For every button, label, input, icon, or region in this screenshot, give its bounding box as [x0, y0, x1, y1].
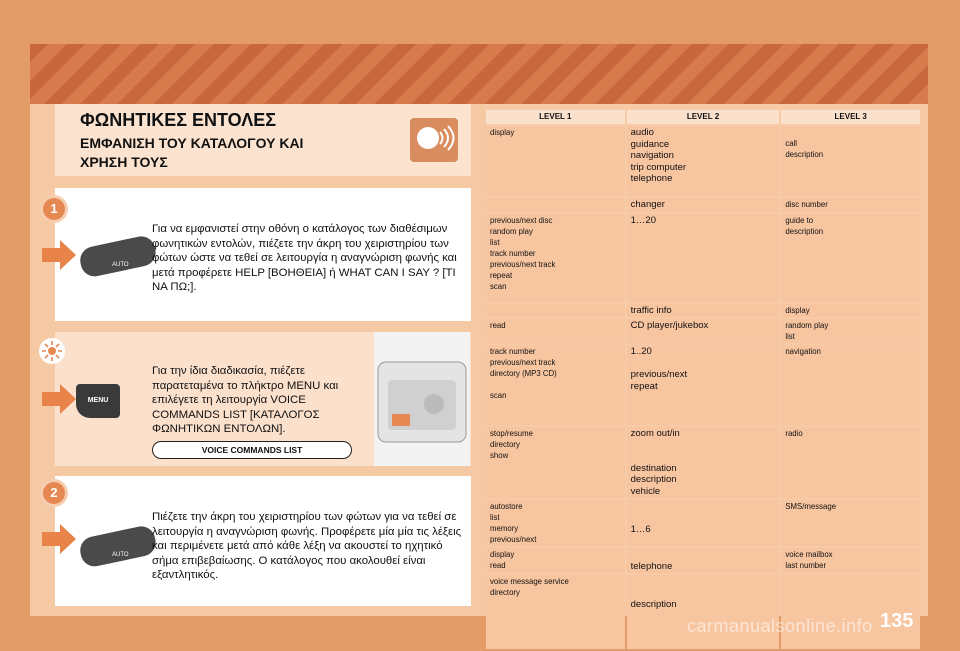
- arrow-icon: [42, 522, 76, 561]
- table-cell: SMS/message: [781, 500, 920, 546]
- step1-text: Για να εμφανιστεί στην οθόνη ο κατάλογος των διαθέσιμων φωνητικών εντολών, πιέζετε την άκρη του χειριστηρίου των φώτων ώστε να τεθεί σε λειτουργία η αναγνώριση φωνής και μετά προφέρετε HELP [ΒΟΗΘΕΙΑ] ή WHAT CAN I SAY ? [ΤΙ ΝΑ ΠΩ;].: [152, 223, 457, 293]
- table-row: [486, 126, 920, 196]
- table-cell: random play list: [781, 319, 920, 343]
- table-row: [486, 500, 920, 546]
- page-number: 135: [880, 610, 914, 632]
- header-stripes: [30, 44, 928, 104]
- table-cell: display: [486, 126, 625, 196]
- table-row: [486, 304, 920, 318]
- table-cell: CD player/jukebox: [627, 319, 780, 343]
- sun-icon: [38, 337, 66, 370]
- table-row: [486, 427, 920, 498]
- table-cell: read: [486, 319, 625, 343]
- table-cell: voice mailbox last number: [781, 548, 920, 573]
- table-cell: [486, 304, 625, 318]
- menu-key: MENU: [76, 384, 120, 418]
- arrow-icon: [42, 238, 76, 277]
- step2-text: Πιέζετε την άκρη του χειριστηρίου των φώτων για να τεθεί σε λειτουργία η αναγνώριση φωνής. Προφέρετε μία μία τις λέξεις και περιμένετε μετά από κάθε λέξη να ακουστεί το ηχητικό σήμα επιβεβαίωσης. Ο κατάλογος που ακολουθεί είναι εξαντλητικός.: [152, 511, 462, 581]
- voice-command-icon: [410, 118, 458, 162]
- tip-text: Για την ίδια διαδικασία, πιέζετε παρατεταμένα το πλήκτρο MENU και επιλέγετε τη λειτουργία VOICE COMMANDS LIST [ΚΑΤΑΛΟΓΟΣ ΦΩΝΗΤΙΚΩΝ ΕΝΤΟΛΩΝ].: [152, 365, 339, 435]
- radio-panel-illustration: [374, 332, 470, 466]
- table-cell: stop/resume directory show: [486, 427, 625, 498]
- table-header: LEVEL 3: [781, 110, 920, 124]
- table-cell: guide to description: [781, 214, 920, 302]
- table-header: LEVEL 1: [486, 110, 625, 124]
- voice-commands-list-button[interactable]: VOICE COMMANDS LIST: [152, 441, 352, 459]
- table-cell: [486, 198, 625, 212]
- table-cell: previous/next disc random play list track number previous/next track repeat scan: [486, 214, 625, 302]
- table-cell: 1..20 previous/next repeat: [627, 345, 780, 425]
- table-cell: track number previous/next track directory (MP3 CD) scan: [486, 345, 625, 425]
- page-subtitle: ΕΜΦΑΝΙΣΗ ΤΟΥ ΚΑΤΑΛΟΓΟΥ ΚΑΙ ΧΡΗΣΗ ΤΟΥΣ: [80, 135, 304, 170]
- light-stalk-icon: [70, 522, 160, 572]
- table-cell: description: [627, 575, 780, 649]
- light-stalk-icon: [70, 232, 160, 282]
- svg-text:AUTO: AUTO: [112, 262, 129, 268]
- table-cell: navigation: [781, 345, 920, 425]
- table-cell: autostore list memory previous/next: [486, 500, 625, 546]
- svg-text:AUTO: AUTO: [112, 552, 129, 558]
- table-row: [486, 198, 920, 212]
- page-title: ΦΩΝΗΤΙΚΕΣ ΕΝΤΟΛΕΣ: [80, 110, 277, 130]
- table-cell: zoom out/in destination description vehicle: [627, 427, 780, 498]
- table-cell: radio: [781, 427, 920, 498]
- step1-number: 1: [43, 198, 65, 220]
- table-cell: telephone: [627, 548, 780, 573]
- table-cell: 1…6: [627, 500, 780, 546]
- watermark: carmanualsonline.info: [687, 616, 873, 636]
- table-header: LEVEL 2: [627, 110, 780, 124]
- table-cell: changer: [627, 198, 780, 212]
- table-cell: voice message service directory: [486, 575, 625, 649]
- table-cell: 1…20: [627, 214, 780, 302]
- table-row: [486, 214, 920, 302]
- table-cell: audio guidance navigation trip computer telephone: [627, 126, 780, 196]
- table-cell: disc number: [781, 198, 920, 212]
- table-cell: call description: [781, 126, 920, 196]
- table-row: [486, 548, 920, 573]
- step2-number: 2: [43, 482, 65, 504]
- table-row: [486, 345, 920, 425]
- table-row: [486, 319, 920, 343]
- table-cell: display: [781, 304, 920, 318]
- table-cell: display read: [486, 548, 625, 573]
- table-row: [486, 575, 920, 649]
- arrow-icon: [42, 382, 76, 421]
- table-cell: traffic info: [627, 304, 780, 318]
- voice-commands-table: [484, 108, 922, 651]
